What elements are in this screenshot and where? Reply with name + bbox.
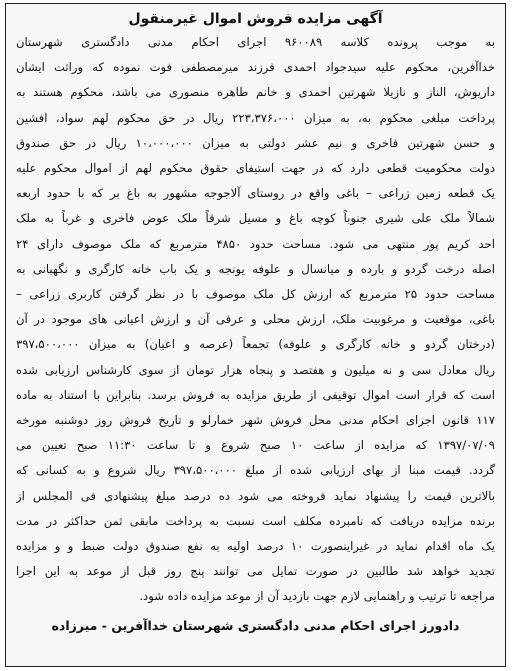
notice-line: گردد. قیمت مبنا از بهای ارزیابی شده از مبلغ ۳۹۷،۵۰۰،۰۰۰ ریال شروع و به کسانی که <box>16 463 495 478</box>
notice-line: به موجب پرونده کلاسه ۹۶۰۰۸۹ اجرای احکام مدنی دادگستری شهرستان <box>16 35 495 49</box>
notice-line: پرداخت مبلغی محکوم به، به میزان ۲۲۳،۳۷۶،۰۰۰ ریال در حق محکوم لهم سواد، افشین <box>16 110 495 125</box>
notice-line: اصله درخت گردو و بارده و میانسال و علوفه یونجه و یک باب خانه کارگری و نگهبانی به <box>16 261 495 276</box>
notice-line: دولت محکومیت قطعی دارد که در جهت استیفای حقوق محکوم لهم از اموال محکوم علیه <box>16 161 495 176</box>
notice-line: تجدید خواهد شد طالبین در صورت تمایل می توانند پنج روز قبل از موعد به این اجرا <box>16 564 495 579</box>
notice-line: مراجعه تا ترتیب و راهنمایی لازم جهت بازدید آن از موعد مزایده داده شود. <box>139 589 495 604</box>
notice-line: یک قطعه زمین زراعی – باغی واقع در روستای آلاجوجه مشهور به باغ بر که با حدود اربعه <box>16 186 495 201</box>
notice-line: برنده مزایده دریافت که نامبرده مکلف است نسبت به پرداخت مابقی ثمن حداکثر در مدت <box>16 513 495 528</box>
notice-line: (درختان گردو و خانه کارگری و علوفه) تجمعاً (عرصه و اعیان) به میزان ۳۹۷،۵۰۰،۰۰۰ <box>16 337 495 352</box>
auction-notice <box>5 3 506 667</box>
notice-line: ۱۱۷ قانون اجرای احکام مدنی محل فروش شهر خمارلو و تاریخ فروش روز دوشنبه مورخه <box>16 413 495 428</box>
notice-line: خداآفرین، محکوم علیه سیدجواد احمدی فرزند میرمصطفی فوت نموده که وراثت ایشان <box>16 60 495 75</box>
notice-line: داریوش، الناز و نازیلا شهرتین احمدی و خانم طاهره منصوری می باشد، محکوم هستند به <box>16 85 495 100</box>
notice-signature: دادورز اجرای احکام مدنی دادگستری شهرستان خداآفرین - میرزاده <box>51 617 460 633</box>
notice-line: باغی، موقعیت و مرغوبیت ملک، ارزش محلی و عرفی آن و ارزش اعیانی های موجود در آن <box>16 312 495 327</box>
notice-line: مساحت حدود ۲۵ مترمربع که ارزش کل ملک موصوف با در نظر گرفتن کاربری زراعی – <box>16 287 495 302</box>
notice-line: یک ماه اقدام نماید در غیراینصورت ۱۰ درصد اولیه به نفع صندوق دولت ضبط و و مزایده <box>16 539 495 554</box>
notice-line: و حسن شهرتین فاخری و نیم عشر دولتی به میزان ۱۰،۰۰۰،۰۰۰ ریال در حق صندوق <box>16 135 495 150</box>
notice-line: بالاترین قیمت را پیشنهاد نماید فروخته می شود ده درصد مبلغ پیشنهادی فی المجلس از <box>16 488 495 503</box>
notice-body <box>16 30 495 610</box>
notice-line: احد کریم پور منتهی می شود. مساحت حدود ۴۸۵۰ مترمربع که ملک موصوف دارای ۲۴ <box>16 236 495 251</box>
notice-title: آگهی مزایده فروش اموال غیرمنقول <box>128 11 383 27</box>
notice-line: ریال معادل سی و نه میلیون و هفتصد و پنجاه هزار تومان از سوی کارشناس ارزیابی شده <box>16 362 495 377</box>
notice-line: ۱۳۹۷/۰۷/۰۹ که مزایده از ساعت ۱۰ صبح شروع و تا ساعت ۱۱:۳۰ صبح تعیین می <box>16 438 495 453</box>
notice-line: است که قرار است اموال توقیفی از طریق مزایده به فروش برسد. بنابراین با استناد به ماده <box>16 387 495 402</box>
notice-line: شمالاً ملک علی شیری جنوباً کوچه باغ و مسیل شرقاً ملک عوض فاخری و غرباً به ملک <box>16 211 495 226</box>
